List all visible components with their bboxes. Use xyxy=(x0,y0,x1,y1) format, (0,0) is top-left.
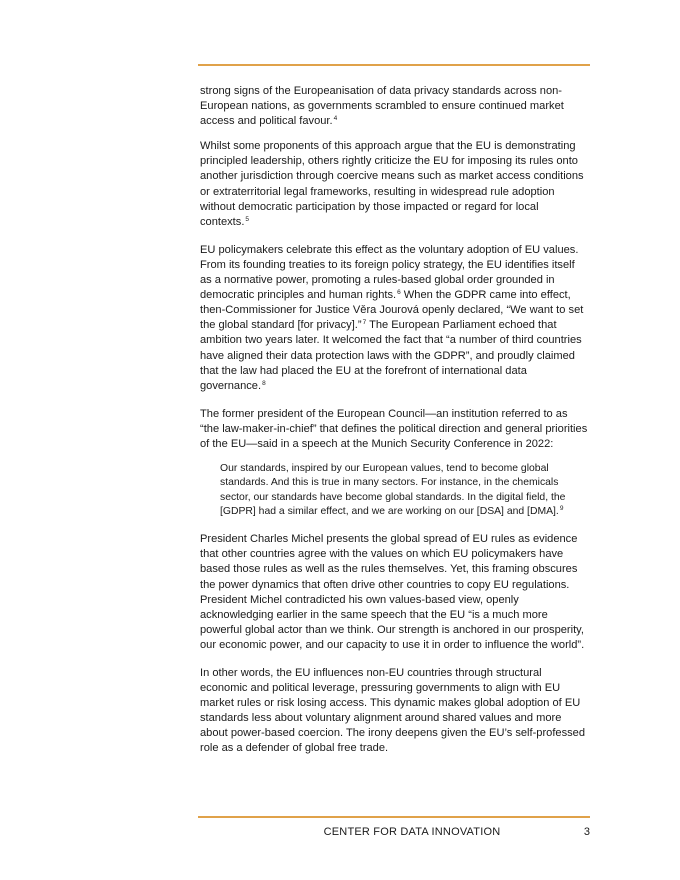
paragraph-3: EU policymakers celebrate this effect as the voluntary adoption of EU values. From its founding treaties to its foreign policy strategy, the EU identifies itself as a normative power, promoting a rules-based global order grounded in democratic principles and human rights.$^6$ When the GDPR came into effect, then-Commissioner for Justice Věra Jourová openly declared, “We want to set the global standard [for privacy].”$^7$ The European Parliament echoed that ambition two years later. It welcomed the fact that “a number of third countries have aligned their data protection laws with the GDPR”, and proudly claimed that the law had placed the EU at the forefront of international data governance.$^8$ xyxy=(200,243,584,392)
footnote-ref-4[interactable]: 4 xyxy=(333,115,338,123)
paragraph-6: In other words, the EU influences non-EU countries through structural economic and political leverage, pressuring governments to align with EU market rules or risk losing access. This dynamic makes global adoption of EU standards less about voluntary alignment around shared values and more about power-based coercion. The irony deepens given the EU’s self-professed role as a defender of global free trade. xyxy=(200,667,586,755)
footer-organization: CENTER FOR DATA INNOVATION xyxy=(323,826,501,838)
paragraph-2: Whilst some proponents of this approach argue that the EU is demonstrating principled leadership, others rightly criticize the EU for imposing its rules onto another jurisdiction through coercive means such as market access conditions or extraterritorial legal frameworks, resulting in widespread rule adoption without democratic participation by those impacted or regard for local contexts.$^5$ xyxy=(200,140,584,228)
footnote-ref-8[interactable]: 8 xyxy=(262,379,266,387)
footnote-ref-9[interactable]: 9 xyxy=(559,504,564,512)
footer-rule xyxy=(198,816,590,818)
paragraph-1: strong signs of the Europeanisation of data privacy standards across non-European nations, as governments scrambled to ensure continued market access and political favour.$^4$ xyxy=(200,85,564,128)
paragraph-4: The former president of the European Council—an institution referred to as “the law-maker-in-chief” that defines the political direction and general priorities of the EU—said in a speech at the Munich Security Conference in 2022: xyxy=(200,407,588,450)
footnote-ref-6[interactable]: 6 xyxy=(397,289,401,297)
page-number: 3 xyxy=(583,826,590,838)
header-rule xyxy=(198,64,590,66)
footnote-ref-5[interactable]: 5 xyxy=(245,215,250,223)
footnote-ref-7[interactable]: 7 xyxy=(362,319,367,327)
paragraph-5: President Charles Michel presents the global spread of EU rules as evidence that other countries agree with the values on which EU policymakers have based those rules as well as the rules themselves. Yet, this framing obscures the power dynamics that often drive other countries to copy EU regulations. President Michel contradicted his own values-based view, openly acknowledging earlier in the same speech that the EU “is a much more powerful global actor than we think. Our strength is anchored in our prosperity, our economic power, and our capacity to use it in order to influence the world”. xyxy=(200,533,585,651)
body-text xyxy=(200,84,588,767)
block-quote: Our standards, inspired by our European values, tend to become global standards. And this is true in many sectors. For instance, in the chemicals sector, our standards have become global standards. In the digital field, the [GDPR] had a similar effect, and we are working on our [DSA] and [DMA].$^9$ xyxy=(220,463,566,517)
